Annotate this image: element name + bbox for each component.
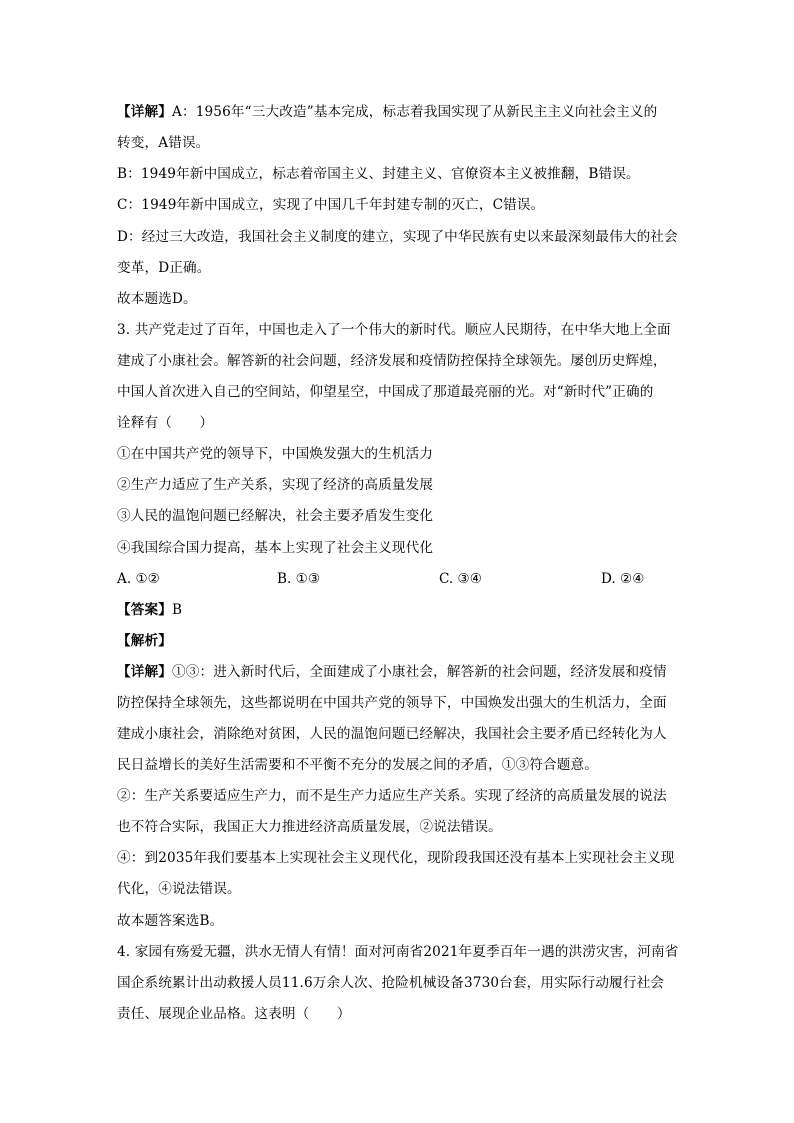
option-c: C. ③④: [439, 571, 482, 587]
text-line: [117, 289, 687, 309]
text-line: [117, 102, 687, 122]
line-text: ①在中国共产党的领导下，中国焕发强大的生机活力: [117, 446, 434, 462]
line-text: 变革，D正确。: [117, 260, 211, 276]
line-text: 建成了小康社会。解答新的社会问题，经济发展和疫情防控保持全球领先。屡创历史辉煌，: [117, 353, 667, 369]
text-line: [117, 227, 687, 247]
text-line: [117, 755, 687, 775]
line-prefix: 【答案】: [117, 602, 172, 618]
question-line: [117, 351, 687, 371]
text-line: [117, 879, 687, 899]
text-line: [117, 724, 687, 744]
line-text: 代化，④说法错误。: [117, 881, 241, 897]
line-text: ②生产力适应了生产关系，实现了经济的高质量发展: [117, 477, 434, 493]
line-text: B: [171, 602, 183, 618]
statement-line: [117, 506, 687, 526]
line-text: ②：生产关系要适应生产力，而不是生产力适应生产关系。实现了经济的高质量发展的说法: [117, 788, 667, 804]
line-text: 故本题答案选B。: [117, 913, 224, 929]
statement-line: [117, 538, 687, 558]
line-text: 4. 家园有殇爱无疆，洪水无情人有情！面对河南省2021年夏季百年一遇的洪涝灾害，河南省: [117, 944, 679, 960]
question-line: [117, 1004, 687, 1024]
text-line: [117, 258, 687, 278]
line-prefix: 【解析】: [117, 633, 172, 649]
text-line: [117, 133, 687, 153]
question-line: [117, 942, 687, 962]
line-text: 也不符合实际，我国正大力推进经济高质量发展，②说法错误。: [117, 819, 502, 835]
line-text: ④我国综合国力提高，基本上实现了社会主义现代化: [117, 540, 434, 556]
answer-line: [117, 600, 687, 620]
line-text: 民日益增长的美好生活需要和不平衡不充分的发展之间的矛盾，①③符合题意。: [117, 757, 599, 773]
text-line: [117, 164, 687, 184]
line-text: ①③：进入新时代后，全面建成了小康社会，解答新的社会问题，经济发展和疫情: [171, 664, 667, 680]
line-text: ③人民的温饱问题已经解决，社会主要矛盾发生变化: [117, 508, 434, 524]
line-text: D：经过三大改造，我国社会主义制度的建立，实现了中华民族有史以来最深刻最伟大的社会: [117, 229, 678, 245]
line-text: 诠释有（ ）: [117, 415, 214, 431]
statement-line: [117, 444, 687, 464]
line-text: 转变，A错误。: [117, 135, 210, 151]
line-text: A：1956年“三大改造”基本完成，标志着我国实现了从新民主主义向社会主义的: [171, 104, 658, 120]
line-prefix: 【详解】: [117, 104, 172, 120]
option-b: B. ①③: [277, 571, 321, 587]
text-line: [117, 911, 687, 931]
question-line: [117, 973, 687, 993]
text-line: [117, 786, 687, 806]
question-line: [117, 382, 687, 402]
text-line: [117, 693, 687, 713]
line-text: 防控保持全球领先，这些都说明在中国共产党的领导下，中国焕发出强大的生机活力，全面: [117, 695, 667, 711]
text-line: [117, 848, 687, 868]
question-line: [117, 320, 687, 340]
line-text: ④：到2035年我们要基本上实现社会主义现代化，现阶段我国还没有基本上实现社会主义现: [117, 850, 675, 866]
line-text: 3. 共产党走过了百年，中国也走入了一个伟大的新时代。顺应人民期待，在中华大地上全面: [117, 322, 671, 338]
statement-line: [117, 475, 687, 495]
line-text: C：1949年新中国成立，实现了中国几千年封建专制的灭亡，C错误。: [117, 197, 545, 213]
option-d: D. ②④: [601, 571, 645, 587]
question-line: [117, 413, 687, 433]
line-text: 故本题选D。: [117, 291, 197, 307]
line-text: 建成小康社会，消除绝对贫困，人民的温饱问题已经解决，我国社会主要矛盾已经转化为人: [117, 726, 667, 742]
line-text: 国企系统累计出动救援人员11.6万余人次、抢险机械设备3730台套，用实际行动履行社会: [117, 975, 665, 991]
analysis-heading: [117, 631, 687, 651]
line-text: 责任、展现企业品格。这表明（ ）: [117, 1006, 351, 1022]
option-a: A. ①②: [117, 571, 160, 587]
line-text: 中国人首次进入自己的空间站，仰望星空，中国成了那道最亮丽的光。对“新时代”正确的: [117, 384, 654, 400]
line-prefix: 【详解】: [117, 664, 172, 680]
text-line: [117, 662, 687, 682]
line-text: B：1949年新中国成立，标志着帝国主义、封建主义、官僚资本主义被推翻，B错误。: [117, 166, 640, 182]
text-line: [117, 817, 687, 837]
text-line: [117, 195, 687, 215]
